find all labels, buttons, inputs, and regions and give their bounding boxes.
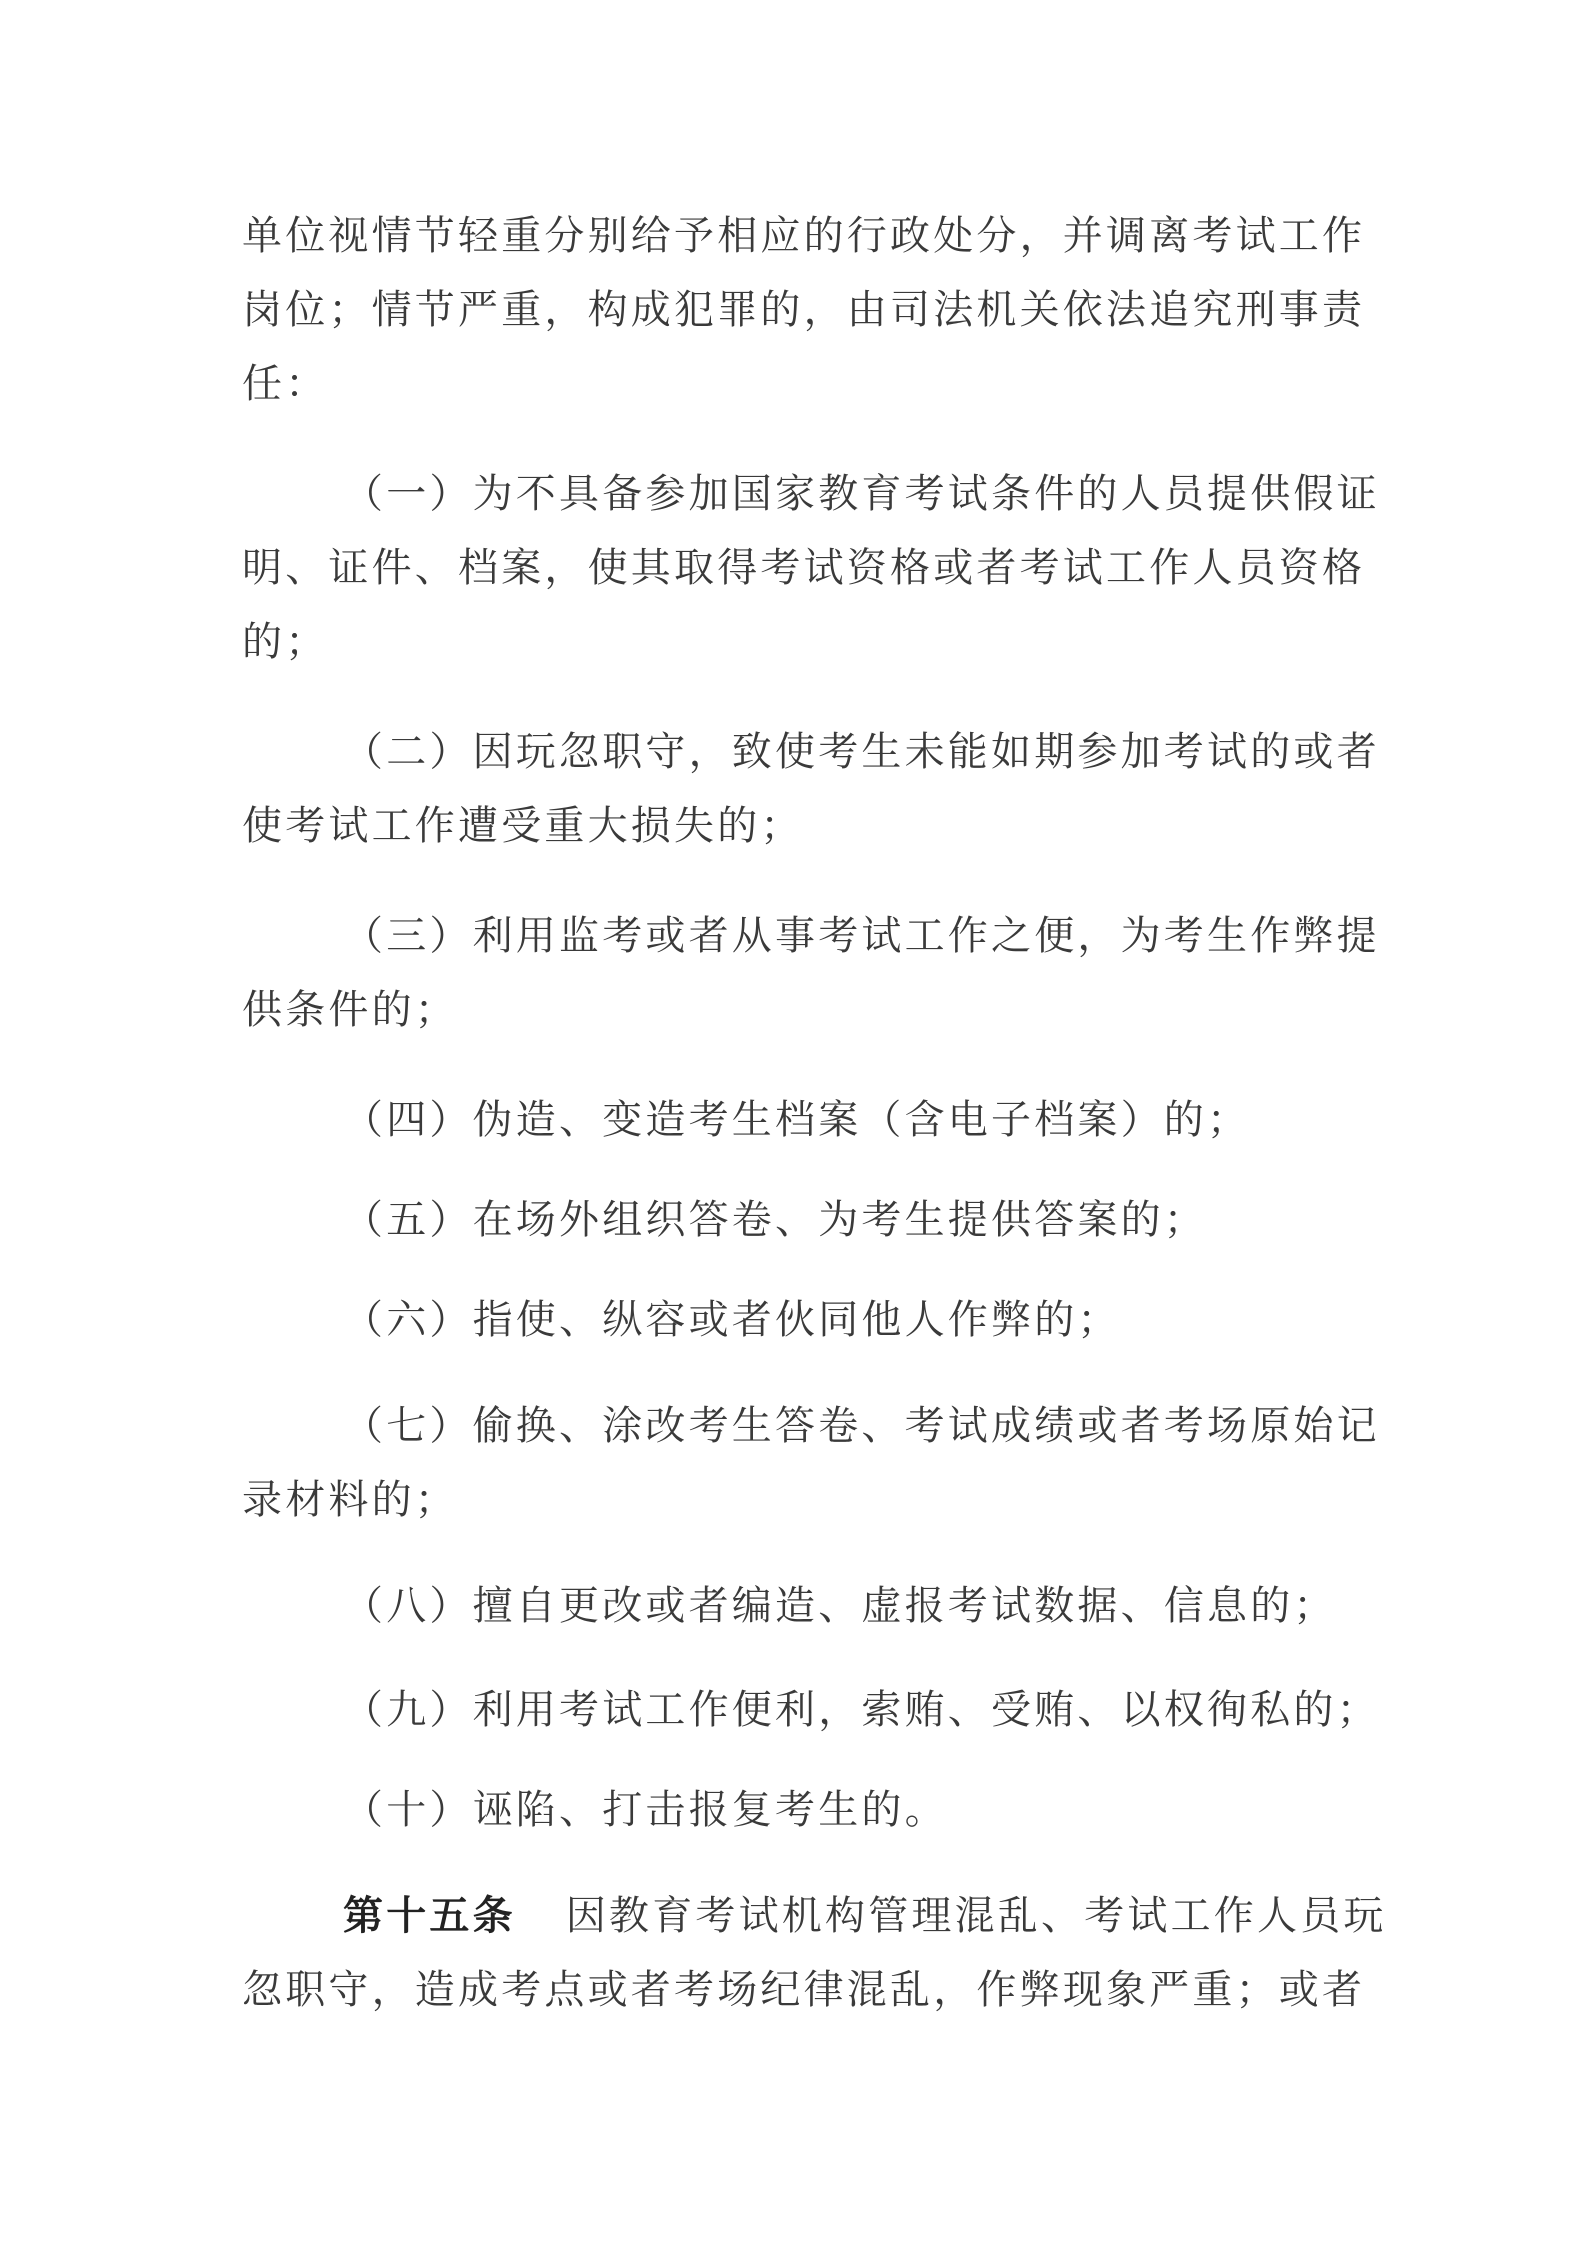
list-item-7: （七）偷换、涂改考生答卷、考试成绩或者考场原始记: [343, 1403, 1380, 1449]
text-line: 忽职守，造成考点或者考场纪律混乱，作弊现象严重；或者: [242, 1967, 1366, 2013]
list-item-10: （十）诬陷、打击报复考生的。: [343, 1787, 948, 1833]
article-first-line: [343, 1892, 1387, 1940]
text-line: 任：: [242, 361, 329, 407]
text-line: 录材料的；: [242, 1477, 458, 1523]
list-item-6: （六）指使、纵容或者伙同他人作弊的；: [343, 1297, 1121, 1343]
article-heading: 第十五条: [343, 1892, 516, 1939]
list-item-1: （一）为不具备参加国家教育考试条件的人员提供假证: [343, 471, 1380, 517]
list-item-4: （四）伪造、变造考生档案（含电子档案）的；: [343, 1097, 1251, 1143]
text-line: 供条件的；: [242, 987, 458, 1033]
list-item-9: （九）利用考试工作便利，索贿、受贿、以权徇私的；: [343, 1687, 1380, 1733]
list-item-8: （八）擅自更改或者编造、虚报考试数据、信息的；: [343, 1583, 1337, 1629]
text-line: 明、证件、档案，使其取得考试资格或者考试工作人员资格: [242, 545, 1366, 591]
article-text: 因教育考试机构管理混乱、考试工作人员玩: [565, 1893, 1387, 1939]
text-line: 单位视情节轻重分别给予相应的行政处分，并调离考试工作: [242, 213, 1366, 259]
text-line: 的；: [242, 619, 329, 665]
list-item-2: （二）因玩忽职守，致使考生未能如期参加考试的或者: [343, 729, 1380, 775]
text-line: 使考试工作遭受重大损失的；: [242, 803, 804, 849]
list-item-5: （五）在场外组织答卷、为考生提供答案的；: [343, 1197, 1207, 1243]
text-line: 岗位；情节严重，构成犯罪的，由司法机关依法追究刑事责: [242, 287, 1366, 333]
list-item-3: （三）利用监考或者从事考试工作之便，为考生作弊提: [343, 913, 1380, 959]
